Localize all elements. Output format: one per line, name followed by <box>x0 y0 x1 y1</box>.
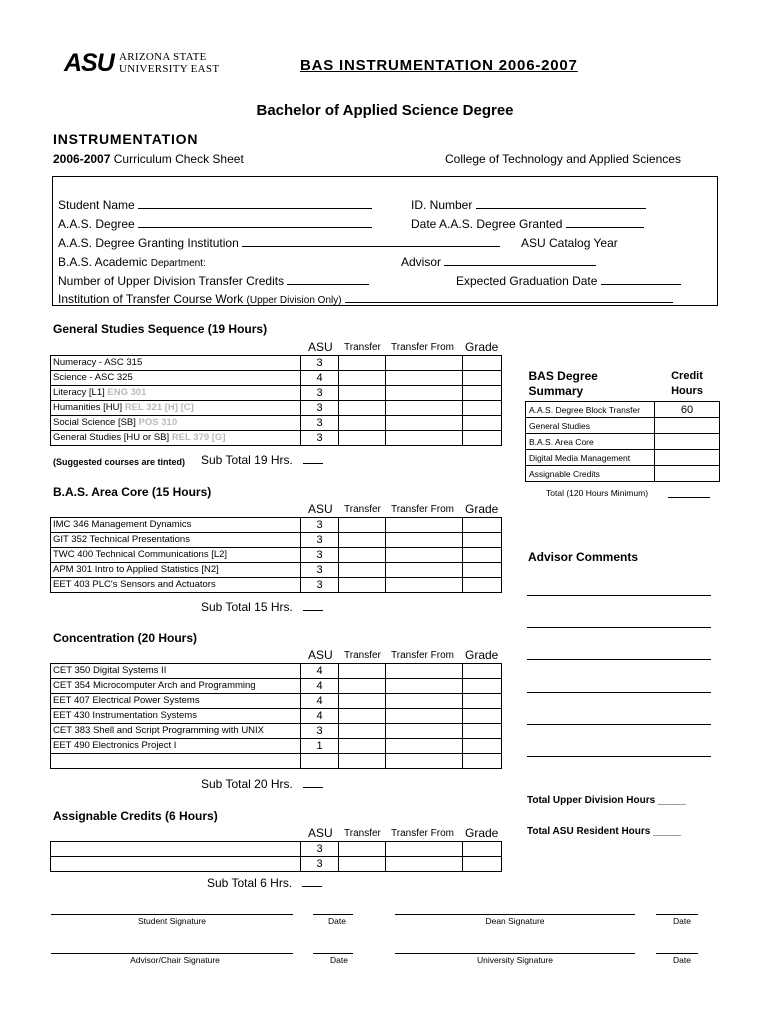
summary-row <box>526 402 720 418</box>
asu-hours: 3 <box>301 518 339 533</box>
grade-cell[interactable] <box>463 533 502 548</box>
general-studies-table <box>50 355 502 446</box>
transfer-from-cell[interactable] <box>386 356 463 371</box>
transfer-cell[interactable] <box>339 754 386 769</box>
course-name[interactable]: IMC 346 Management Dynamics <box>51 518 301 533</box>
college-name: College of Technology and Applied Sciences <box>445 152 681 166</box>
university-signature-label: University Signature <box>476 955 554 965</box>
transfer-from-cell[interactable] <box>386 401 463 416</box>
transfer-from-cell[interactable] <box>386 679 463 694</box>
course-name[interactable]: EET 403 PLC's Sensors and Actuators <box>51 578 301 593</box>
col-transfer-from: Transfer From <box>391 650 454 661</box>
course-name[interactable] <box>51 754 301 769</box>
grade-cell[interactable] <box>463 371 502 386</box>
catalog-year-label: ASU Catalog Year <box>521 236 618 250</box>
comment-line[interactable] <box>527 724 711 725</box>
col-asu: ASU <box>308 826 333 840</box>
assignable-subtotal: Sub Total 6 Hrs. <box>207 876 322 890</box>
course-name[interactable]: APM 301 Intro to Applied Statistics [N2] <box>51 563 301 578</box>
transfer-from-cell[interactable] <box>386 709 463 724</box>
total-resident-hours: Total ASU Resident Hours _____ <box>527 826 681 837</box>
summary-hours[interactable] <box>655 434 720 450</box>
credit-hours-heading: Credit Hours <box>671 370 703 397</box>
year-line <box>53 152 244 166</box>
date-granted-field[interactable]: Date A.A.S. Degree Granted <box>411 217 644 231</box>
course-row <box>51 842 502 857</box>
grade-cell[interactable] <box>463 386 502 401</box>
course-row <box>51 548 502 563</box>
upper-division-credits-field[interactable]: Number of Upper Division Transfer Credits <box>58 274 369 288</box>
course-row <box>51 356 502 371</box>
year: 2006-2007 <box>53 152 111 166</box>
summary-heading: BAS Degree Summary <box>528 369 598 398</box>
course-row <box>51 739 502 754</box>
asu-hours: 3 <box>301 356 339 371</box>
col-transfer-from: Transfer From <box>391 828 454 839</box>
asu-hours: 3 <box>301 533 339 548</box>
grade-cell[interactable] <box>463 563 502 578</box>
date-label: Date <box>330 955 348 965</box>
university-signature-line[interactable] <box>395 953 635 954</box>
course-name[interactable]: EET 490 Electronics Project I <box>51 739 301 754</box>
granting-institution-field[interactable]: A.A.S. Degree Granting Institution <box>58 236 500 250</box>
transfer-from-cell[interactable] <box>386 416 463 431</box>
suggested-course: REL 379 [G] <box>171 432 226 443</box>
transfer-cell[interactable] <box>339 694 386 709</box>
sheet-label: Curriculum Check Sheet <box>113 152 244 166</box>
transfer-cell[interactable] <box>339 356 386 371</box>
asu-hours <box>301 754 339 769</box>
asu-hours: 4 <box>301 371 339 386</box>
summary-hours[interactable] <box>655 418 720 434</box>
summary-hours[interactable] <box>655 466 720 482</box>
course-row <box>51 724 502 739</box>
asu-hours: 3 <box>301 416 339 431</box>
transfer-from-cell[interactable] <box>386 754 463 769</box>
aas-degree-field[interactable]: A.A.S. Degree <box>58 217 372 231</box>
degree-summary-table <box>525 367 720 482</box>
transfer-cell[interactable] <box>339 518 386 533</box>
transfer-cell[interactable] <box>339 548 386 563</box>
summary-label: Digital Media Management <box>526 450 655 466</box>
course-row <box>51 754 502 769</box>
course-row <box>51 386 502 401</box>
col-grade: Grade <box>465 502 499 516</box>
student-name-field[interactable]: Student Name <box>58 198 372 212</box>
grade-cell[interactable] <box>463 709 502 724</box>
col-transfer: Transfer <box>344 828 381 839</box>
student-signature-label: Student Signature <box>137 916 207 926</box>
course-name[interactable]: Literacy [L1] ENG 301 <box>51 386 301 401</box>
course-row <box>51 431 502 446</box>
transfer-from-cell[interactable] <box>386 857 463 872</box>
transfer-cell[interactable] <box>339 401 386 416</box>
col-asu: ASU <box>308 502 333 516</box>
concentration-table <box>50 663 502 769</box>
transfer-from-cell[interactable] <box>386 548 463 563</box>
course-name[interactable]: Science - ASC 325 <box>51 371 301 386</box>
transfer-from-cell[interactable] <box>386 431 463 446</box>
course-name[interactable]: Social Science [SB] POS 310 <box>51 416 301 431</box>
transfer-cell[interactable] <box>339 533 386 548</box>
transfer-from-cell[interactable] <box>386 724 463 739</box>
summary-total-line[interactable] <box>668 497 710 498</box>
summary-total-label: Total (120 Hours Minimum) <box>546 488 649 498</box>
grade-cell[interactable] <box>463 857 502 872</box>
grade-cell[interactable] <box>463 548 502 563</box>
course-row <box>51 371 502 386</box>
date-line[interactable] <box>656 953 698 954</box>
asu-hours: 4 <box>301 679 339 694</box>
asu-hours: 3 <box>301 401 339 416</box>
asu-hours: 3 <box>301 857 339 872</box>
transfer-from-cell[interactable] <box>386 578 463 593</box>
suggested-note: (Suggested courses are tinted) <box>53 457 186 467</box>
course-name[interactable]: CET 383 Shell and Script Programming with UNIX <box>51 724 301 739</box>
transfer-from-cell[interactable] <box>386 533 463 548</box>
course-row <box>51 679 502 694</box>
col-asu: ASU <box>308 648 333 662</box>
dean-signature-label: Dean Signature <box>485 916 545 926</box>
asu-logo <box>64 50 224 76</box>
logo-text: ARIZONA STATE UNIVERSITY EAST <box>119 51 220 75</box>
grade-cell[interactable] <box>463 578 502 593</box>
course-name[interactable]: Numeracy - ASC 315 <box>51 356 301 371</box>
col-transfer: Transfer <box>344 342 381 353</box>
col-transfer: Transfer <box>344 504 381 515</box>
col-grade: Grade <box>465 340 499 354</box>
transfer-institution-field[interactable]: Institution of Transfer Course Work (Upper Division Only) <box>58 292 673 306</box>
grade-cell[interactable] <box>463 664 502 679</box>
grade-cell[interactable] <box>463 401 502 416</box>
course-name[interactable]: Humanities [HU] REL 321 [H] [C] <box>51 401 301 416</box>
asu-hours: 3 <box>301 431 339 446</box>
student-info-box <box>52 176 718 306</box>
course-name[interactable]: GIT 352 Technical Presentations <box>51 533 301 548</box>
summary-row <box>526 418 720 434</box>
area-core-table <box>50 517 502 593</box>
asu-hours: 3 <box>301 578 339 593</box>
transfer-cell[interactable] <box>339 724 386 739</box>
transfer-cell[interactable] <box>339 664 386 679</box>
id-number-field[interactable]: ID. Number <box>411 198 646 212</box>
course-row <box>51 416 502 431</box>
date-line[interactable] <box>656 914 698 915</box>
summary-label: General Studies <box>526 418 655 434</box>
course-name[interactable] <box>51 857 301 872</box>
asu-hours: 4 <box>301 694 339 709</box>
transfer-cell[interactable] <box>339 386 386 401</box>
student-signature-line[interactable] <box>51 914 293 915</box>
logo-mark: ASU <box>64 49 114 77</box>
grade-cell[interactable] <box>463 842 502 857</box>
grade-cell[interactable] <box>463 431 502 446</box>
transfer-from-cell[interactable] <box>386 563 463 578</box>
transfer-cell[interactable] <box>339 431 386 446</box>
suggested-course: POS 310 <box>138 417 178 428</box>
advisor-field[interactable]: Advisor <box>401 255 596 269</box>
grade-cell[interactable] <box>463 518 502 533</box>
col-transfer-from: Transfer From <box>391 504 454 515</box>
concentration-subtotal: Sub Total 20 Hrs. <box>201 777 323 791</box>
course-row <box>51 578 502 593</box>
course-name[interactable]: EET 407 Electrical Power Systems <box>51 694 301 709</box>
transfer-cell[interactable] <box>339 416 386 431</box>
assignable-heading: Assignable Credits (6 Hours) <box>53 809 218 823</box>
grade-cell[interactable] <box>463 739 502 754</box>
asu-hours: 3 <box>301 548 339 563</box>
core-subtotal: Sub Total 15 Hrs. <box>201 600 323 614</box>
date-line[interactable] <box>313 914 353 915</box>
assignable-table <box>50 841 502 872</box>
col-transfer: Transfer <box>344 650 381 661</box>
grade-cell[interactable] <box>463 416 502 431</box>
comment-line[interactable] <box>527 692 711 693</box>
suggested-course: REL 321 [H] [C] <box>124 402 194 413</box>
transfer-from-cell[interactable] <box>386 386 463 401</box>
graduation-date-field[interactable]: Expected Graduation Date <box>456 274 681 288</box>
course-row <box>51 533 502 548</box>
grade-cell[interactable] <box>463 679 502 694</box>
area-core-heading: B.A.S. Area Core (15 Hours) <box>53 485 212 499</box>
asu-hours: 3 <box>301 386 339 401</box>
advisor-comments-heading: Advisor Comments <box>528 550 639 564</box>
summary-hours[interactable] <box>655 450 720 466</box>
comment-line[interactable] <box>527 659 711 660</box>
course-name[interactable]: CET 354 Microcomputer Arch and Programming <box>51 679 301 694</box>
col-grade: Grade <box>465 826 499 840</box>
course-row <box>51 709 502 724</box>
transfer-cell[interactable] <box>339 709 386 724</box>
advisor-signature-label: Advisor/Chair Signature <box>130 955 220 965</box>
advisor-signature-line[interactable] <box>51 953 293 954</box>
col-transfer-from: Transfer From <box>391 342 454 353</box>
grade-cell[interactable] <box>463 754 502 769</box>
summary-label: A.A.S. Degree Block Transfer <box>526 402 655 418</box>
summary-label: B.A.S. Area Core <box>526 434 655 450</box>
total-upper-division: Total Upper Division Hours _____ <box>527 795 686 806</box>
asu-hours: 4 <box>301 709 339 724</box>
course-row <box>51 401 502 416</box>
asu-hours: 3 <box>301 842 339 857</box>
transfer-cell[interactable] <box>339 371 386 386</box>
asu-hours: 1 <box>301 739 339 754</box>
course-name[interactable]: TWC 400 Technical Communications [L2] <box>51 548 301 563</box>
summary-row <box>526 450 720 466</box>
summary-row <box>526 434 720 450</box>
transfer-cell[interactable] <box>339 679 386 694</box>
transfer-from-cell[interactable] <box>386 518 463 533</box>
program-heading: INSTRUMENTATION <box>53 131 199 147</box>
degree-subtitle: Bachelor of Applied Science Degree <box>256 102 514 119</box>
course-name[interactable] <box>51 842 301 857</box>
concentration-heading: Concentration (20 Hours) <box>53 631 198 645</box>
dean-signature-line[interactable] <box>395 914 635 915</box>
grade-cell[interactable] <box>463 694 502 709</box>
date-label: Date <box>673 916 691 926</box>
course-row <box>51 563 502 578</box>
suggested-course: ENG 301 <box>107 387 147 398</box>
transfer-from-cell[interactable] <box>386 694 463 709</box>
date-label: Date <box>673 955 691 965</box>
col-asu: ASU <box>308 340 333 354</box>
comment-line[interactable] <box>527 595 711 596</box>
summary-label: Assignable Credits <box>526 466 655 482</box>
asu-hours: 4 <box>301 664 339 679</box>
col-grade: Grade <box>465 648 499 662</box>
transfer-cell[interactable] <box>339 563 386 578</box>
general-studies-heading: General Studies Sequence (19 Hours) <box>53 322 268 336</box>
transfer-from-cell[interactable] <box>386 371 463 386</box>
date-label: Date <box>328 916 346 926</box>
summary-hours[interactable]: 60 <box>655 402 720 418</box>
transfer-from-cell[interactable] <box>386 842 463 857</box>
transfer-from-cell[interactable] <box>386 664 463 679</box>
transfer-cell[interactable] <box>339 857 386 872</box>
transfer-cell[interactable] <box>339 578 386 593</box>
course-row <box>51 664 502 679</box>
summary-row <box>526 466 720 482</box>
course-row <box>51 518 502 533</box>
grade-cell[interactable] <box>463 724 502 739</box>
comment-line[interactable] <box>527 627 711 628</box>
bas-academic-field[interactable]: B.A.S. Academic Department: <box>58 255 206 269</box>
course-name[interactable]: CET 350 Digital Systems II <box>51 664 301 679</box>
date-line[interactable] <box>313 953 353 954</box>
course-name[interactable]: EET 430 Instrumentation Systems <box>51 709 301 724</box>
course-name[interactable]: General Studies [HU or SB] REL 379 [G] <box>51 431 301 446</box>
asu-hours: 3 <box>301 563 339 578</box>
course-row <box>51 694 502 709</box>
asu-hours: 3 <box>301 724 339 739</box>
comment-line[interactable] <box>527 756 711 757</box>
course-row <box>51 857 502 872</box>
transfer-from-cell[interactable] <box>386 739 463 754</box>
transfer-cell[interactable] <box>339 739 386 754</box>
grade-cell[interactable] <box>463 356 502 371</box>
transfer-cell[interactable] <box>339 842 386 857</box>
general-subtotal: Sub Total 19 Hrs. <box>201 453 323 467</box>
page-title: BAS INSTRUMENTATION 2006-2007 <box>300 57 578 74</box>
